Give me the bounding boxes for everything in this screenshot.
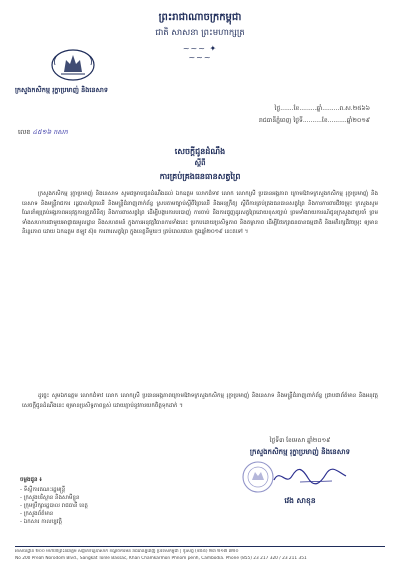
body-paragraph-2: ដូច្នេះ សូមឯកឧត្តម លោកជំទាវ លោក លោកស្រី ប្រធានអង្គភាពក្រោមឱវាទក្រសួងកសិកម្ម រុក្ខាប្រមាញ់ និងនេសាទ និងមន្ត្រីជំនាញពាក់ព័ន្ធ ជ្រាបជាព័ត៌មាន និងអនុវត្តសេចក្តីជូនដំណឹងនេះ ឲ្យមានប្រសិទ្ធភាពខ្ពស់ ដោយភ្ជាប់នូវការយកចិត្តទុកដាក់ ។ <box>22 393 378 409</box>
kingdom-heading: ព្រះរាជាណាចក្រកម្ពុជា <box>158 12 242 23</box>
notice-subject: ការគ្រប់គ្រងធនធានសត្វព្រៃ <box>159 172 241 181</box>
list-item: - ទីស្តីការគណៈរដ្ឋមន្ត្រី <box>20 486 210 494</box>
notice-body-closing <box>22 392 378 411</box>
signature-date: ថ្ងៃទី៣ ខែមេសា ឆ្នាំ២០១៩ <box>269 437 331 444</box>
copy-recipients <box>20 476 210 526</box>
signature-block <box>220 436 380 507</box>
list-item: - ក្រសួងព័ត៌មាន <box>20 510 210 518</box>
signature-area <box>220 460 380 494</box>
notice-subject-label: ស្តីពី <box>194 159 206 167</box>
national-motto: ជាតិ សាសនា ព្រះមហាក្សត្រ <box>155 28 245 38</box>
reference-label: លេខ <box>18 128 31 136</box>
reference-number <box>18 128 68 138</box>
notice-title: សេចក្តីជូនដំណឹង <box>174 147 226 156</box>
ministry-seal-icon <box>50 48 96 82</box>
lunar-date: ថ្ងៃ.......ខែ.........ឆ្នាំ.........ព.ស.២៥៦៦ <box>274 105 370 112</box>
recipients-title: ចម្លងជូន ៖ <box>20 477 42 483</box>
signature-ministry: ក្រសួងកសិកម្ម រុក្ខាប្រមាញ់ និងនេសាទ <box>249 448 351 456</box>
signatory-name: វេង សាខុន <box>284 496 316 505</box>
reference-value: ៤៥១៦ កសក <box>32 128 68 136</box>
solar-date: រាជធានីភ្នំពេញ ថ្ងៃទី..........ខែ..........ឆ្នាំ២០១៩ <box>259 117 370 124</box>
footer-divider <box>15 546 385 547</box>
ornament-divider: ~~~ ✦ ~~~ <box>182 44 218 62</box>
footer-address-khmer: អាសយដ្ឋាន ២០០ មហាវិថីព្រះនរោត្តម សង្កាត់ទន្លេបាសាក់ ខណ្ឌចំការមន រាជធានីភ្នំពេញ ប្រទេសកម្ពុជា | ទូរស័ព្ទ (៨៥៥) ២៣ ២១៧ ៣២០ <box>15 549 239 554</box>
handwritten-signature-icon <box>270 464 350 488</box>
notice-body <box>22 190 378 238</box>
body-paragraph-1: ក្រសួងកសិកម្ម រុក្ខាប្រមាញ់ និងនេសាទ សូមជម្រាបជូនដំណឹងដល់ ឯកឧត្តម លោកជំទាវ លោក លោកស្រី ប្រធានអង្គភាព ក្រោមឱវាទក្រសួងកសិកម្ម រុក្ខាប្រមាញ់ និងនេសាទ និងមន្ត្រីរាជការ រដ្ឋបាលព្រៃឈើ និងមន្ត្រីជំនាញពាក់ព័ន្ធ ស្របតាមច្បាប់ស្តីពីព្រៃឈើ និងអនុក្រឹត្យ ស្តីពីការគ្រប់គ្រងធនធានសត្វព្រៃ និងការការពារជីវចម្រុះ ក្រសួងសូមណែនាំឲ្យគ្រប់អង្គភាពអនុវត្តការត្រួតពិនិត្យ និងការពារសត្វព្រៃ ដើម្បីបង្ការការបរបាញ់ ការចាប់ និងការជួញដូរសត្វព្រៃដោយខុសច្បាប់ ព្រមទាំងរាយការណ៍ជូនក្រសួងជាប្រចាំ ព្រមទាំងសហការជាមួយអាជ្ញាធរមូលដ្ឋាន និងសហគមន៍ ក្នុងការអនុវត្តវិធានការទាំងនេះ ប្រកបដោយប្រសិទ្ធភាព និងតម្លាភាព ដើម្បីថែរក្សាធនធានធម្មជាតិ និងអភិរក្សជីវចម្រុះ ឲ្យមាននិរន្តរភាព ដោយ ឯកឧត្តម ឥឡូវ ស៊ុខ ការពារសត្វព្រៃ ក្នុងខេត្តនីមួយៗ គ្រប់ពេលវេលា ក្នុងឆ្នាំ២០១៩ នេះតទៅ ។ <box>22 191 378 236</box>
list-item: - ក្រុមប្រឹក្សារដ្ឋបាល រាជធានី ខេត្ត <box>20 502 210 510</box>
issuing-ministry: ក្រសួងកសិកម្ម រុក្ខាប្រមាញ់ និងនេសាទ <box>15 86 108 94</box>
footer-address-english: No 200 Preah Norodom Blvd., Sangkat Tonle Bassac, Khan Chamkarmon Phnom penh, Cambodia. Phone (855) 23 217 320 / 23 211 351 <box>15 556 307 561</box>
list-item: - ក្រសួងបរិស្ថាន និងសាមីខ្លួន <box>20 494 210 502</box>
list-item: - ឯកសារ កាលប្បវត្តិ <box>20 518 210 526</box>
recipients-list <box>20 486 210 526</box>
